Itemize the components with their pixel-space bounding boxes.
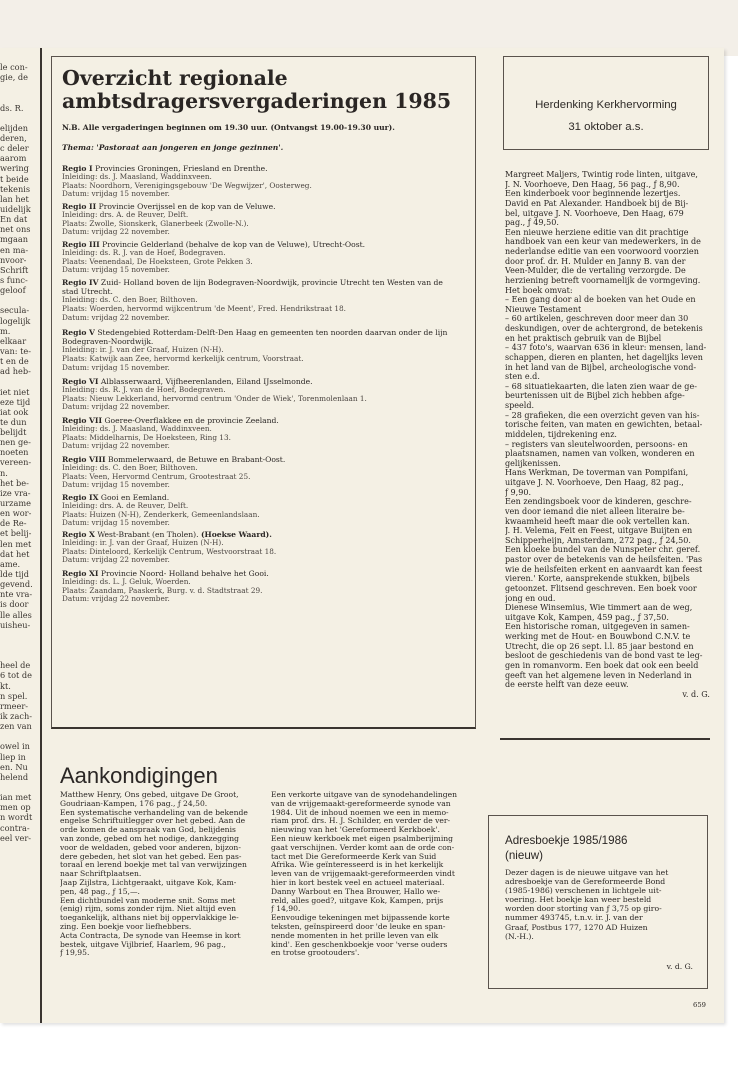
regio-area-continued: stad Utrecht. bbox=[62, 287, 113, 297]
margin-fragment: dat het bbox=[0, 548, 30, 559]
regio-block bbox=[62, 569, 470, 604]
margin-fragment bbox=[0, 82, 38, 92]
review-line: Het boek omvat: bbox=[505, 285, 573, 295]
herdenking-reviews bbox=[505, 170, 710, 699]
margin-fragment: helend bbox=[0, 771, 29, 782]
margin-fragment: kt. bbox=[0, 680, 11, 691]
regio-heading bbox=[62, 569, 470, 578]
regio-heading bbox=[62, 240, 470, 249]
margin-fragment: iet niet bbox=[0, 386, 30, 397]
announcement-line: van zonde, gebed om het nodige, dankzegging bbox=[60, 834, 240, 843]
overzicht-box bbox=[51, 56, 476, 729]
regio-detail-line: Inleiding: ds. C. den Boer, Bilthoven. bbox=[62, 296, 198, 305]
review-line: gelijkenissen. bbox=[505, 458, 561, 468]
margin-fragment: elijden bbox=[0, 122, 28, 133]
regio-block bbox=[62, 240, 470, 275]
review-line: ƒ 9,90. bbox=[505, 487, 532, 497]
margin-fragment: secula- bbox=[0, 305, 30, 316]
regio-area: Alblasserwaard, Vijfheerenlanden, Eiland IJsselmonde. bbox=[100, 377, 313, 386]
regio-detail-line: Inleiding: drs. A. de Reuver, Delft. bbox=[62, 502, 189, 511]
review-line: – 28 grafieken, die een overzicht geven van his- bbox=[505, 410, 700, 420]
margin-fragment: eze tijd bbox=[0, 396, 31, 407]
regio-block bbox=[62, 202, 470, 237]
herdenking-title: Herdenking Kerkhervorming bbox=[535, 99, 677, 111]
overzicht-title bbox=[62, 67, 462, 113]
margin-fragment: contra- bbox=[0, 822, 30, 833]
announcement-line: orde komen de aanspraak van God, belijdenis bbox=[60, 826, 236, 835]
adresboekje-line: nummer 493745, t.n.v. ir. J. van der bbox=[505, 913, 643, 923]
review-line: handboek van een keur van medewerkers, in de bbox=[505, 237, 701, 247]
adresboekje-signature: v. d. G. bbox=[666, 962, 693, 971]
margin-fragment bbox=[0, 731, 38, 741]
review-line: Een nieuwe herziene editie van dit prachtige bbox=[505, 227, 689, 237]
margin-fragment bbox=[0, 640, 38, 650]
regio-detail-line: Inleiding: ds. R. J. van de Hoef, Bodegraven. bbox=[62, 249, 226, 258]
regio-block bbox=[62, 455, 470, 490]
review-line: Een historische roman, uitgegeven in samen- bbox=[505, 622, 690, 632]
review-line: Veen-Mulder, die de vertaling verzorgde. De bbox=[505, 266, 686, 276]
announcement-line: ƒ 14,90. bbox=[271, 905, 301, 914]
margin-fragment: Schrift bbox=[0, 264, 29, 275]
review-line: David en Pat Alexander. Handboek bij de Bij- bbox=[505, 198, 689, 208]
review-line: door prof. dr. H. Mulder en Janny B. van der bbox=[505, 256, 686, 266]
review-line: pag., ƒ 49,50. bbox=[505, 218, 559, 228]
announcement-line: hier in kort bestek veel en actueel materiaal. bbox=[271, 878, 445, 887]
regio-detail-line: Inleiding: ir. J. van der Graaf, Huizen (N-H). bbox=[62, 539, 224, 548]
nb-note: N.B. Alle vergaderingen beginnen om 19.30 uur. (Ontvangst 19.00-19.30 uur). bbox=[62, 123, 395, 132]
margin-fragment: gevend. bbox=[0, 579, 33, 590]
margin-fragment: m. bbox=[0, 325, 11, 336]
margin-fragment: uidelijk bbox=[0, 203, 31, 214]
regio-label: Regio XI bbox=[62, 569, 99, 578]
margin-fragment: aarom bbox=[0, 153, 27, 164]
regio-area: Zuid- Holland boven de lijn Bodegraven-Noordwijk, provincie Utrecht ten Westen van de bbox=[100, 278, 443, 287]
regio-label: Regio VII bbox=[62, 416, 103, 425]
margin-fragment: owel in bbox=[0, 741, 30, 752]
announcement-line: voor de weldaden, gebed voor anderen, bijzon- bbox=[60, 843, 241, 852]
announcement-line: Afrika. Wie geïnteresseerd is in het kerkelijk bbox=[271, 861, 444, 870]
regio-area: Gooi en Eemland. bbox=[100, 493, 170, 502]
announcement-line: toegankelijk, althans niet bij oppervlakkige le- bbox=[60, 914, 239, 923]
regio-area: Provincies Groningen, Friesland en Drenthe. bbox=[95, 164, 268, 173]
margin-fragment: zen van bbox=[0, 721, 32, 732]
margin-fragment: het be- bbox=[0, 477, 29, 488]
overzicht-title-line1: Overzicht regionale bbox=[62, 66, 288, 90]
regio-heading bbox=[62, 278, 470, 287]
regio-detail-line: Datum: vrijdag 22 november. bbox=[62, 403, 170, 412]
margin-fragment: eel ver- bbox=[0, 832, 32, 843]
regio-detail-line: Inleiding: ds. L. J. Geluk, Woerden. bbox=[62, 578, 191, 587]
announcement-line: Goudriaan-Kampen, 176 pag., ƒ 24,50. bbox=[60, 799, 208, 808]
margin-fragment: t beide bbox=[0, 173, 29, 184]
margin-fragment: t en de bbox=[0, 356, 29, 367]
regio-detail-line: Datum: vrijdag 15 november. bbox=[62, 266, 170, 275]
adresboekje-line: worden door storting van ƒ 3,75 op giro- bbox=[505, 904, 662, 914]
regio-area: Provincie Gelderland (behalve de kop van de Veluwe), Utrecht-Oost. bbox=[102, 240, 366, 249]
announcement-line: leven van de vrijgemaakt-gereformeerden vindt bbox=[271, 870, 455, 879]
announcement-line: zing. Een boekje voor liefhebbers. bbox=[60, 922, 192, 931]
regio-block bbox=[62, 416, 470, 451]
announcement-line: Een nieuw kerkboek met eigen psalmberijming bbox=[271, 834, 454, 843]
review-line: jong en oud. bbox=[505, 593, 556, 603]
margin-fragment bbox=[0, 92, 38, 102]
announcement-line: pen, 48 pag., ƒ 15,—. bbox=[60, 887, 140, 896]
page-spine bbox=[40, 48, 42, 1023]
herdenking-box bbox=[503, 56, 709, 150]
regio-detail-line: Plaats: Noordhorn, Verenigingsgebouw 'De Wegwijzer', Oosterweg. bbox=[62, 181, 312, 190]
announcement-line: Danny Warbout en Thea Brouwer, Hallo we- bbox=[271, 887, 441, 896]
review-line: bel, uitgave J. N. Voorhoeve, Den Haag, 679 bbox=[505, 208, 684, 218]
regio-area: Bommelerwaard, de Betuwe en Brabant-Oost. bbox=[108, 455, 286, 464]
announcement-line: Een dichtbundel van moderne snit. Soms met bbox=[60, 896, 236, 905]
regio-block bbox=[62, 164, 470, 199]
adresboekje-line: Dezer dagen is de nieuwe uitgave van het bbox=[505, 868, 669, 877]
announcement-line: en trotse grootouders'. bbox=[271, 949, 360, 958]
review-line: wie de heilsfeiten erkent en aanvaardt kan feest bbox=[505, 564, 703, 574]
margin-fragment: ian met bbox=[0, 792, 32, 803]
regio-block bbox=[62, 328, 470, 372]
herdenking-subtitle: 31 oktober a.s. bbox=[568, 121, 644, 133]
regio-extra: (Hoekse Waard). bbox=[200, 530, 272, 539]
regio-label: Regio IV bbox=[62, 278, 99, 287]
review-line: Margreet Maljers, Twintig rode linten, uitgave, bbox=[505, 170, 698, 179]
review-line: Hans Werkman, De toverman van Pompifani, bbox=[505, 468, 689, 478]
margin-fragment: n wordt bbox=[0, 812, 33, 823]
margin-fragment bbox=[0, 113, 38, 123]
herdenking-signature: v. d. G. bbox=[682, 689, 710, 699]
regio-label: Regio IX bbox=[62, 493, 99, 502]
review-line: herziening betreft voornamelijk de vormgeving. bbox=[505, 275, 701, 285]
margin-fragment: c deler bbox=[0, 143, 29, 154]
margin-fragment: En dat bbox=[0, 214, 28, 225]
regio-area: West-Brabant (en Tholen). bbox=[97, 530, 199, 539]
margin-fragment: iat ook bbox=[0, 406, 29, 417]
regio-detail-line: Datum: vrijdag 15 november. bbox=[62, 363, 170, 372]
regio-detail-line: Datum: vrijdag 22 november. bbox=[62, 313, 170, 322]
adresboekje-text bbox=[505, 868, 701, 941]
margin-fragment bbox=[0, 295, 38, 305]
review-line: – 68 situatiekaarten, die laten zien waar de ge- bbox=[505, 381, 697, 391]
regio-detail-line: Inleiding: drs. A. de Reuver, Delft. bbox=[62, 211, 189, 220]
regio-label: Regio VIII bbox=[62, 455, 106, 464]
review-line: uitgave J. N. Voorhoeve, Den Haag, 82 pag., bbox=[505, 478, 684, 487]
regio-heading bbox=[62, 202, 470, 211]
margin-fragment: en. Nu bbox=[0, 761, 28, 772]
regio-label: Regio III bbox=[62, 240, 100, 249]
announcement-line: engelse Schriftuitlegger over het gebed. Aan de bbox=[60, 817, 246, 826]
margin-fragment: elkaar bbox=[0, 335, 27, 346]
announcement-line: van de vrijgemaakt-gereformeerde synode van bbox=[271, 799, 451, 808]
margin-fragment: liep in bbox=[0, 751, 26, 762]
review-line: J. H. Velema, Feit en Feest, uitgave Buijten en bbox=[505, 526, 693, 536]
adresboekje-box bbox=[488, 815, 708, 989]
margin-fragment: noeten bbox=[0, 447, 29, 458]
adresboekje-title-line2: (nieuw) bbox=[505, 848, 544, 862]
margin-fragment bbox=[0, 650, 38, 660]
margin-fragment: nen ge- bbox=[0, 437, 31, 448]
regio-heading bbox=[62, 455, 470, 464]
regio-detail-line: Datum: vrijdag 22 november. bbox=[62, 228, 170, 237]
margin-fragment: geloof bbox=[0, 285, 26, 296]
margin-fragment: lle alles bbox=[0, 609, 32, 620]
review-line: nederlandse editie van een voorwoord voorzien bbox=[505, 247, 699, 256]
review-line: vieren.' Korte, aansprekende stukken, bijbels bbox=[505, 574, 690, 584]
regio-detail-line: Datum: vrijdag 22 november. bbox=[62, 442, 170, 451]
regio-label: Regio X bbox=[62, 530, 95, 539]
announcement-line: 1984. Uit de inhoud noemen we een in memo- bbox=[271, 808, 449, 817]
margin-fragment: urzame bbox=[0, 498, 31, 509]
regio-detail-line: Datum: vrijdag 22 november. bbox=[62, 556, 170, 565]
margin-fragment: logelijk bbox=[0, 315, 31, 326]
review-line: – Een gang door al de boeken van het Oude en bbox=[505, 295, 696, 305]
regio-detail-line: Plaats: Huizen (N-H), Zenderkerk, Gemeenlandslaan. bbox=[62, 510, 260, 519]
previous-page-margin-text bbox=[0, 62, 38, 843]
announcement-line: Jaap Zijlstra, Lichtgeraakt, uitgave Kok, Kam- bbox=[60, 878, 237, 887]
margin-fragment: n spel. bbox=[0, 690, 28, 701]
review-line: kwaamheid heeft maar die ook vertellen kan. bbox=[505, 516, 690, 526]
review-line: – 437 foto's, waarvan 636 in kleur: mensen, land- bbox=[505, 343, 707, 353]
review-line: Nieuwe Testament bbox=[505, 304, 582, 314]
regio-block bbox=[62, 278, 470, 322]
review-line: de eerste helft van deze eeuw. bbox=[505, 680, 629, 690]
regio-detail-line: Plaats: Zwolle, Sionskerk, Glanerbeek (Zwolle-N.). bbox=[62, 219, 249, 228]
review-line: plaatsnamen, namen van volken, wonderen en bbox=[505, 449, 695, 459]
aankondigingen-column-1 bbox=[60, 791, 260, 958]
margin-fragment: ik zach- bbox=[0, 711, 33, 721]
margin-fragment: ize vra- bbox=[0, 487, 31, 498]
margin-fragment: len met bbox=[0, 538, 32, 549]
review-line: getoonzet. Flitsend geschreven. Een boek voor bbox=[505, 583, 697, 593]
announcement-line: nieuwing van het 'Gereformeerd Kerkboek'. bbox=[271, 826, 440, 835]
margin-fragment: vereen- bbox=[0, 457, 32, 468]
regio-detail-line: Inleiding: ds. J. Maasland, Waddinxveen. bbox=[62, 425, 212, 434]
margin-fragment: van: te- bbox=[0, 345, 32, 356]
regio-detail-line: Plaats: Veen, Hervormd Centrum, Grootestraat 25. bbox=[62, 472, 251, 481]
announcement-line: reld, alles goed?, uitgave Kok, Kampen, prijs bbox=[271, 896, 444, 905]
regio-area: Provincie Noord- Holland behalve het Gooi. bbox=[100, 569, 269, 578]
adresboekje-line: (1985-1986) verschenen in lichtgele uit- bbox=[505, 886, 662, 896]
review-line: J. N. Voorhoeve, Den Haag, 56 pag., ƒ 8,90. bbox=[505, 179, 680, 189]
margin-fragment: nvoor- bbox=[0, 254, 27, 265]
announcement-line: tact met Die Gereformeerde Kerk van Suid bbox=[271, 852, 437, 861]
regio-detail-line: Inleiding: ds. R. J. van de Hoef, Bodegraven. bbox=[62, 386, 226, 395]
regio-area: Goeree-Overflakkee en de provincie Zeeland. bbox=[104, 416, 279, 425]
margin-fragment: mgaan bbox=[0, 234, 29, 245]
margin-fragment bbox=[0, 630, 38, 640]
margin-fragment: en wor- bbox=[0, 508, 32, 519]
review-line: in het land van de Bijbel, archeologische vond- bbox=[505, 362, 697, 372]
regio-detail-line: Datum: vrijdag 22 november. bbox=[62, 595, 170, 604]
regio-detail-line: Plaats: Nieuw Lekkerland, hervormd centrum 'Onder de Wiek', Torenmolenlaan 1. bbox=[62, 394, 367, 403]
announcement-line: gaat verschijnen. Verder komt aan de orde con- bbox=[271, 843, 455, 852]
review-line: beurtenissen uit de Bijbel zich hebben afge- bbox=[505, 391, 685, 401]
margin-fragment: is door bbox=[0, 599, 29, 610]
review-line: middelen, tijdrekening enz. bbox=[505, 429, 617, 439]
review-line: Een kinderboek voor beginnende lezertjes. bbox=[505, 189, 681, 199]
announcement-line: Acta Contracta, De synode van Heemse in kort bbox=[60, 931, 241, 940]
section-divider bbox=[500, 738, 710, 740]
announcement-line: Matthew Henry, Ons gebed, uitgave De Groot, bbox=[60, 791, 239, 799]
regio-heading bbox=[62, 416, 470, 425]
margin-fragment bbox=[0, 376, 38, 386]
regio-detail-line: Inleiding: ds. C. den Boer, Bilthoven. bbox=[62, 464, 198, 473]
regio-block bbox=[62, 493, 470, 528]
regio-detail-line: Plaats: Middelharnis, De Hoeksteen, Ring 13. bbox=[62, 433, 231, 442]
review-line: besloot de geschiedenis van de bond vast te leg- bbox=[505, 651, 703, 661]
review-line: – registers van sleutelwoorden, persoons- en bbox=[505, 439, 688, 449]
margin-fragment: ame. bbox=[0, 558, 21, 569]
review-line: Schipperheijn, Amsterdam, 272 pag., ƒ 24,50. bbox=[505, 535, 691, 545]
announcement-line: naar Schriftplaatsen. bbox=[60, 870, 142, 879]
review-line: Utrecht, die op 26 sept. l.l. 85 jaar bestond en bbox=[505, 641, 694, 651]
margin-fragment: de Re- bbox=[0, 518, 27, 529]
regio-detail-line: Datum: vrijdag 15 november. bbox=[62, 481, 170, 490]
margin-fragment: heel de bbox=[0, 660, 31, 671]
aankondigingen-title: Aankondigingen bbox=[60, 763, 218, 788]
announcement-line: (enig) rijm, soms zonder rijm. Niet altijd even bbox=[60, 905, 237, 914]
regio-detail-line: Inleiding: ir. J. van der Graaf, Huizen (N-H). bbox=[62, 346, 224, 355]
regio-label: Regio II bbox=[62, 202, 97, 211]
regio-detail-line: Plaats: Woerden, hervormd wijkcentrum 'de Meent', Fred. Hendrikstraat 18. bbox=[62, 305, 346, 313]
review-line: deskundigen, over de achtergrond, de betekenis bbox=[505, 324, 703, 333]
margin-fragment: wering bbox=[0, 163, 29, 174]
review-line: Dienese Winsemius, Wie timmert aan de weg, bbox=[505, 603, 693, 613]
page-number: 659 bbox=[693, 1001, 706, 1009]
margin-fragment: ds. R. bbox=[0, 102, 24, 113]
review-line: pastor over de betekenis van de heilsfeiten. 'Pas bbox=[505, 555, 703, 564]
margin-fragment: tekenis bbox=[0, 183, 31, 194]
margin-fragment: ad heb- bbox=[0, 366, 31, 377]
margin-fragment bbox=[0, 782, 38, 792]
aankondigingen-column-2 bbox=[271, 791, 471, 958]
review-line: sten e.d. bbox=[505, 372, 540, 382]
margin-fragment: le con- bbox=[0, 62, 28, 72]
margin-fragment: belijdt bbox=[0, 427, 27, 438]
regio-detail-line: Plaats: Veenendaal, De Hoeksteen, Grote Pekken 3. bbox=[62, 257, 253, 266]
announcement-line: Een systematische verhandeling van de bekende bbox=[60, 808, 248, 817]
announcement-line: Een verkorte uitgave van de synodehandelingen bbox=[271, 791, 458, 799]
margin-fragment: n. bbox=[0, 467, 8, 478]
margin-fragment: s func- bbox=[0, 274, 28, 285]
regio-block bbox=[62, 530, 470, 565]
announcement-line: bestek, uitgave Vijlbrief, Haarlem, 96 pag., bbox=[60, 940, 226, 949]
review-line: – 60 artikelen, geschreven door meer dan 30 bbox=[505, 314, 689, 324]
review-line: uitgave Kok, Kampen, 459 pag., ƒ 37,50. bbox=[505, 612, 669, 622]
regio-heading bbox=[62, 530, 470, 539]
adresboekje-line: adresboekje van de Gereformeerde Bond bbox=[505, 877, 666, 887]
regio-heading bbox=[62, 328, 470, 337]
regio-label: Regio I bbox=[62, 164, 93, 173]
regio-block bbox=[62, 377, 470, 412]
regio-detail-line: Plaats: Zaandam, Paaskerk, Burg. v. d. Stadtstraat 29. bbox=[62, 586, 263, 595]
review-line: Een kloeke bundel van de Nunspeter chr. geref. bbox=[505, 545, 701, 555]
overzicht-title-line2: ambtsdragersvergaderingen 1985 bbox=[62, 89, 452, 113]
regio-detail-line: Plaats: Dinteloord, Kerkelijk Centrum, Westvoorstraat 18. bbox=[62, 547, 277, 556]
margin-fragment: et belij- bbox=[0, 528, 32, 539]
regio-heading bbox=[62, 493, 470, 502]
thema-line: Thema: 'Pastoraat aan jongeren en jonge gezinnen'. bbox=[62, 143, 284, 152]
regio-detail-line: Plaats: Katwijk aan Zee, hervormd kerkelijk centrum, Voorstraat. bbox=[62, 355, 304, 363]
review-line: gen in romanvorm. Een boek dat ook een beeld bbox=[505, 660, 699, 670]
review-line: en het praktisch gebruik van de Bijbel bbox=[505, 333, 662, 343]
margin-fragment: nte vra- bbox=[0, 589, 33, 600]
margin-fragment: lde tijd bbox=[0, 569, 29, 580]
announcement-line: toraal en lerend boekje met tal van verwijzingen bbox=[60, 861, 247, 870]
margin-fragment: gie, de bbox=[0, 72, 28, 83]
regio-area: Stedengebied Rotterdam-Delft-Den Haag en gemeenten ten noorden daarvan onder de lijn bbox=[97, 328, 448, 337]
margin-fragment: en ma- bbox=[0, 244, 29, 255]
review-line: geeft van het algemene leven in Nederland in bbox=[505, 670, 692, 680]
margin-fragment: deren, bbox=[0, 132, 27, 143]
announcement-line: dere gebeden, het slot van het gebed. Een pas- bbox=[60, 852, 242, 861]
regio-area-continued: Bodegraven-Noordwijk. bbox=[62, 337, 154, 347]
regio-heading bbox=[62, 164, 470, 173]
margin-fragment: men op bbox=[0, 802, 31, 813]
margin-fragment: uisheu- bbox=[0, 619, 31, 630]
adresboekje-title-line1: Adresboekje 1985/1986 bbox=[505, 834, 628, 847]
announcement-line: ƒ 19,95. bbox=[60, 949, 90, 958]
margin-fragment: lan het bbox=[0, 193, 29, 204]
review-line: speeld. bbox=[505, 401, 535, 410]
adresboekje-line: (N.-H.). bbox=[505, 931, 534, 941]
margin-fragment: net ons bbox=[0, 224, 31, 235]
announcement-line: Eenvoudige tekeningen met bijpassende korte bbox=[271, 914, 450, 923]
review-line: schappen, dieren en planten, het dagelijks leven bbox=[505, 352, 703, 362]
regio-area: Provincie Overijssel en de kop van de Veluwe. bbox=[98, 202, 276, 211]
announcement-line: kind'. Een geschenkboekje voor 'verse ouders bbox=[271, 940, 448, 949]
margin-fragment: te dun bbox=[0, 416, 27, 427]
review-line: ven door iemand die niet alleen literaire be- bbox=[505, 506, 685, 516]
announcement-line: teksten, geïnspireerd door 'de leuke en span- bbox=[271, 922, 446, 931]
adresboekje-title bbox=[505, 834, 627, 863]
review-line: Een zendingsboek voor de kinderen, geschre- bbox=[505, 497, 692, 507]
adresboekje-line: voering. Het boekje kan weer besteld bbox=[505, 895, 652, 905]
regio-detail-line: Datum: vrijdag 15 november. bbox=[62, 519, 170, 528]
regio-label: Regio VI bbox=[62, 377, 99, 386]
regio-detail-line: Datum: vrijdag 15 november. bbox=[62, 190, 170, 199]
regio-detail-line: Inleiding: ds. J. Maasland, Waddinxveen. bbox=[62, 173, 212, 182]
margin-fragment: rmeer- bbox=[0, 700, 29, 711]
regio-heading bbox=[62, 377, 470, 386]
regio-label: Regio V bbox=[62, 328, 95, 337]
adresboekje-line: Graaf, Postbus 177, 1270 AD Huizen bbox=[505, 922, 648, 932]
announcement-line: nende momenten in het prille leven van elk bbox=[271, 931, 439, 940]
margin-fragment: 6 tot de bbox=[0, 670, 33, 681]
review-line: werking met de Hout- en Bouwbond C.N.V. te bbox=[505, 632, 691, 641]
announcement-line: riam prof. drs. H. J. Schilder, en verder de ver- bbox=[271, 817, 451, 826]
review-line: torische feiten, van maten en gewichten, betaal- bbox=[505, 420, 703, 430]
